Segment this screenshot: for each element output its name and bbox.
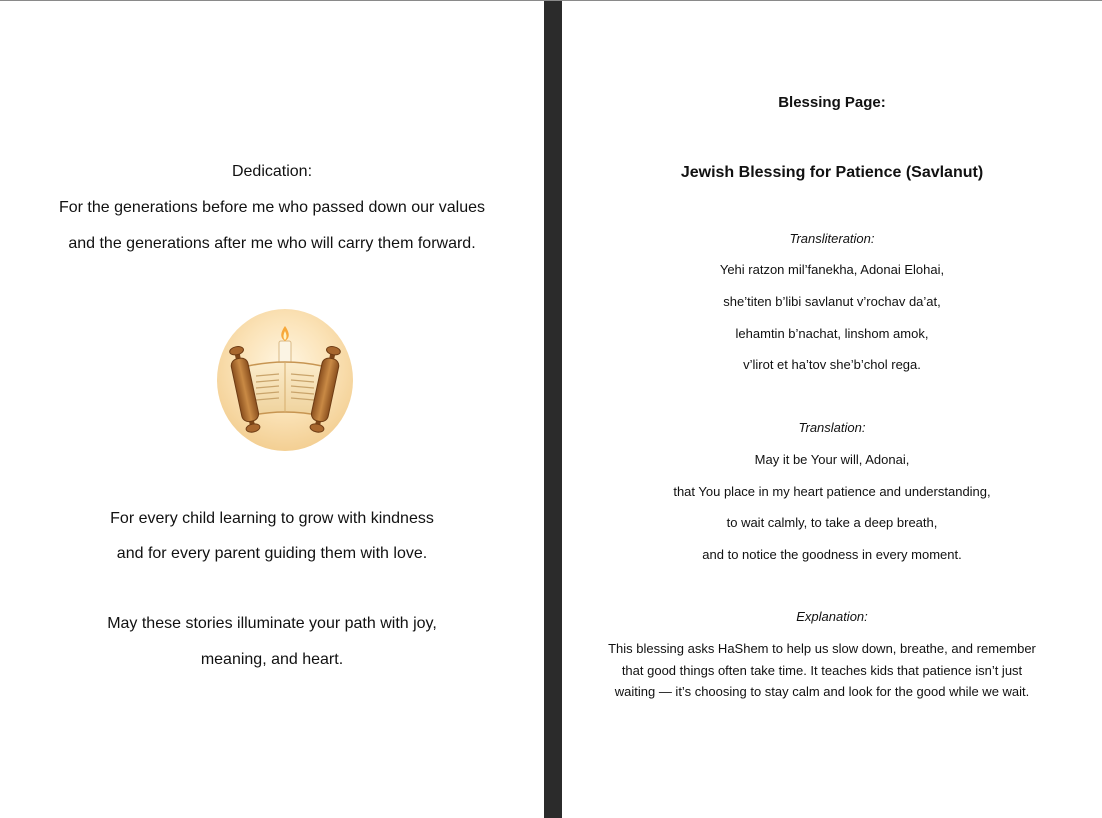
translation-line: May it be Your will, Adonai,: [754, 452, 910, 467]
transliteration-line: v’lirot et ha’tov she’b’chol rega.: [743, 357, 921, 372]
left-page: [0, 1, 544, 818]
translation-label: Translation:: [798, 420, 866, 435]
closing-line: meaning, and heart.: [200, 651, 344, 668]
torah-scroll-candle-icon: [216, 308, 354, 452]
translation-line: that You place in my heart patience and understanding,: [673, 484, 991, 499]
explanation-label: Explanation:: [796, 609, 868, 624]
explanation-text: This blessing asks HaShem to help us slow down, breathe, and remember that good things often take time. It teaches kids that patience isn’t just waiting — it’s choosing to stay calm and look for the good while we wait.: [608, 641, 1036, 699]
dedication-title: Dedication:: [231, 163, 313, 180]
top-rule: [0, 0, 1102, 1]
transliteration-line: lehamtin b’nachat, linshom amok,: [735, 326, 929, 341]
blessing-page-heading: Blessing Page:: [778, 94, 886, 111]
transliteration-line: Yehi ratzon mil’fanekha, Adonai Elohai,: [719, 262, 945, 277]
closing-line: For every child learning to grow with kindness: [110, 510, 434, 527]
blessing-title: Jewish Blessing for Patience (Savlanut): [680, 164, 984, 181]
translation-line: to wait calmly, to take a deep breath,: [726, 515, 938, 530]
right-page: [562, 1, 1102, 818]
dedication-line: For the generations before me who passed down our values: [58, 199, 486, 216]
transliteration-label: Transliteration:: [789, 231, 875, 246]
closing-line: May these stories illuminate your path with joy,: [107, 615, 437, 632]
transliteration-line: she’titen b’libi savlanut v’rochav da’at,: [723, 294, 941, 309]
translation-line: and to notice the goodness in every moment.: [702, 547, 962, 562]
closing-line: and for every parent guiding them with love.: [116, 545, 428, 562]
dedication-line: and the generations after me who will carry them forward.: [68, 235, 476, 252]
